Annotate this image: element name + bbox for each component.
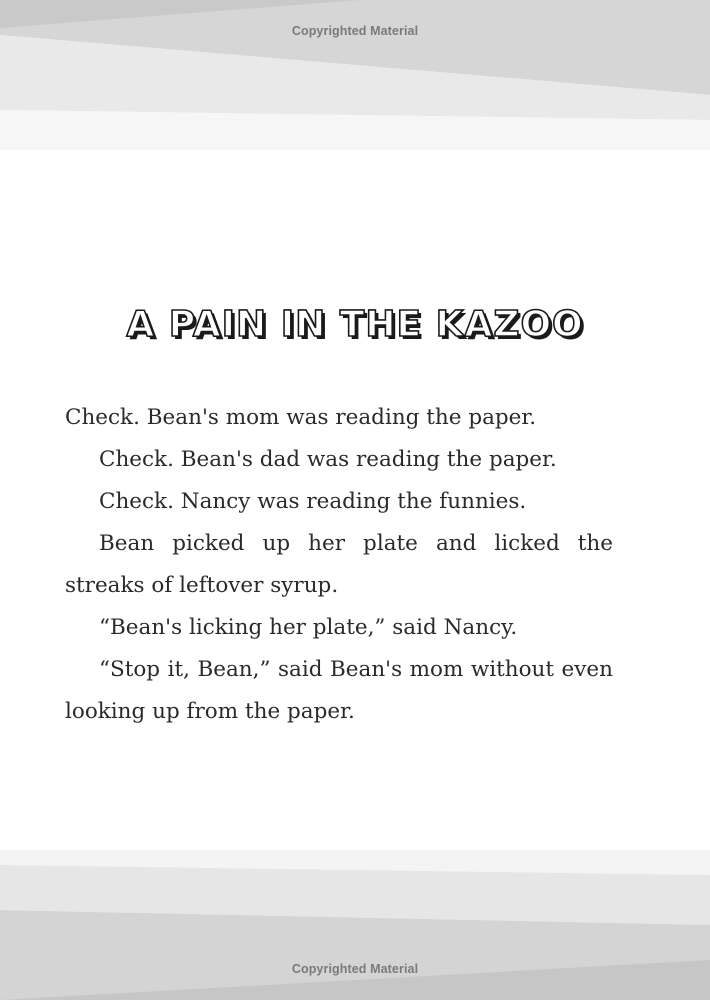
- bottom-decorative-band: [0, 850, 710, 1000]
- top-decorative-band: [0, 0, 710, 150]
- paragraph: “Stop it, Bean,” said Bean's mom without even looking up from the paper.: [65, 657, 613, 724]
- chapter-title: A PAIN IN THE KAZOO: [126, 304, 584, 345]
- copyright-notice-bottom: Copyrighted Material: [291, 962, 419, 976]
- paragraph: Check. Nancy was reading the funnies.: [99, 489, 527, 514]
- paragraph: Check. Bean's dad was reading the paper.: [99, 447, 557, 472]
- copyright-notice-top: Copyrighted Material: [291, 24, 419, 38]
- paragraph: Check. Bean's mom was reading the paper.: [65, 405, 537, 430]
- paragraph: Bean picked up her plate and licked the streaks of leftover syrup.: [65, 531, 613, 598]
- chapter-body: [65, 397, 613, 733]
- paragraph: “Bean's licking her plate,” said Nancy.: [99, 615, 518, 640]
